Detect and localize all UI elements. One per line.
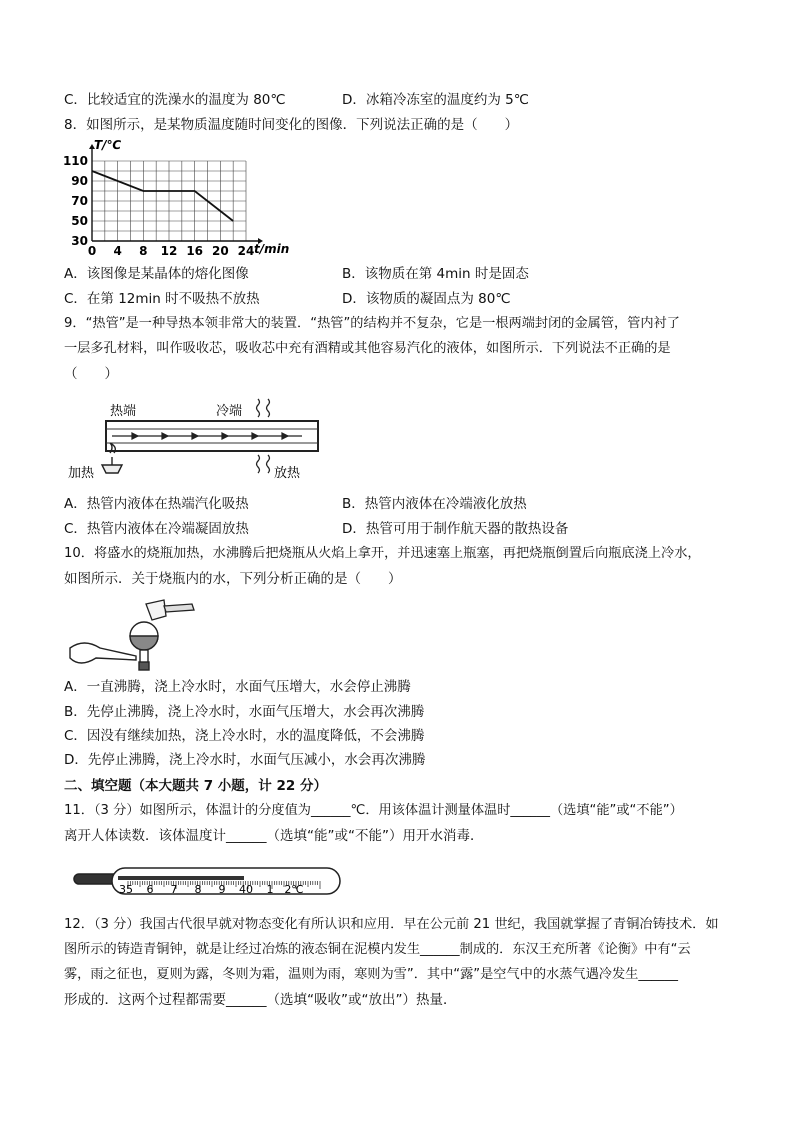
q10-stem-line2: 如图所示．关于烧瓶内的水，下列分析正确的是（ ）	[64, 571, 402, 587]
scale-label: 6	[146, 883, 154, 896]
chart-axes	[89, 144, 263, 244]
q11-thermometer-figure	[72, 864, 344, 900]
y-axis-label: T/℃	[94, 138, 122, 152]
holding-hand-icon	[70, 643, 136, 663]
q9-option-d: D．热管可用于制作航天器的散热设备	[342, 521, 569, 537]
x-tick-label: 12	[160, 244, 178, 258]
y-tick-label: 70	[71, 194, 88, 208]
fig-release-label: 放热	[274, 466, 301, 481]
inverted-flask-icon	[130, 622, 158, 670]
chart-tick-labels	[63, 138, 289, 258]
q7-option-d: D．冰箱冷冻室的温度约为 5℃	[342, 92, 529, 108]
y-tick-label: 50	[71, 214, 88, 228]
q8-option-d: D．该物质的凝固点为 80℃	[342, 291, 511, 307]
y-tick-label: 30	[71, 234, 88, 248]
q9-stem-line3: （ ）	[64, 366, 118, 382]
chart-series	[92, 171, 233, 221]
q9-option-c: C．热管内液体在冷端凝固放热	[64, 521, 249, 537]
scale-label: 8	[194, 883, 202, 896]
section2-title: 二、填空题（本大题共 7 小题，计 22 分）	[64, 778, 327, 794]
scale-label: 40	[239, 883, 253, 896]
chart-grid	[92, 161, 246, 241]
scale-label: 7	[170, 883, 178, 896]
x-tick-label: 20	[211, 244, 229, 258]
q9-heat-pipe-figure	[62, 393, 322, 493]
q9-option-a: A．热管内液体在热端汽化吸热	[64, 496, 249, 512]
q9-stem-line1: 9．“热管”是一种导热本领非常大的装置．“热管”的结构并不复杂，它是一根两端封闭的金属管，管内衬了	[64, 316, 680, 331]
q8-temperature-time-chart	[62, 138, 290, 258]
temperature-series-line	[92, 171, 233, 221]
scale-label: 35	[119, 883, 133, 896]
scale-label: 9	[218, 883, 226, 896]
x-axis-label: t/min	[254, 242, 290, 256]
q10-option-a: A．一直沸腾，浇上冷水时，水面气压增大，水会停止沸腾	[64, 679, 411, 695]
fig-heating-label: 加热	[68, 466, 95, 481]
q11-line1: 11．（3 分）如图所示，体温计的分度值为______℃．用该体温计测量体温时______（选填“能”或“不能”）	[64, 803, 683, 818]
fig-cold-end-label: 冷端	[216, 404, 243, 419]
scale-label: 1	[266, 883, 274, 896]
x-tick-label: 16	[186, 244, 204, 258]
x-tick-label: 4	[113, 244, 122, 258]
q8-option-a: A．该图像是某晶体的熔化图像	[64, 266, 249, 282]
q12-line1: 12．（3 分）我国古代很早就对物态变化有所认识和应用．早在公元前 21 世纪，我国就掌握了青铜冶铸技术．如	[64, 917, 719, 932]
q8-option-b: B．该物质在第 4min 时是固态	[342, 266, 529, 282]
q10-option-c: C．因没有继续加热，浇上冷水时，水的温度降低，不会沸腾	[64, 728, 425, 744]
q8-stem: 8．如图所示，是某物质温度随时间变化的图像．下列说法正确的是（ ）	[64, 117, 519, 133]
q7-option-c: C．比较适宜的洗澡水的温度为 80℃	[64, 92, 286, 108]
q10-option-b: B．先停止沸腾，浇上冷水时，水面气压增大，水会再次沸腾	[64, 704, 425, 720]
q9-option-b: B．热管内液体在冷端液化放热	[342, 496, 527, 512]
y-tick-label: 90	[71, 174, 88, 188]
q10-flask-figure	[66, 596, 206, 676]
x-tick-label: 24	[237, 244, 255, 258]
q10-option-d: D．先停止沸腾，浇上冷水时，水面气压减小，水会再次沸腾	[64, 752, 426, 768]
x-tick-label: 0	[87, 244, 97, 258]
q8-option-c: C．在第 12min 时不吸热不放热	[64, 291, 260, 307]
q9-stem-line2: 一层多孔材料，叫作吸收芯，吸收芯中充有酒精或其他容易汽化的液体，如图所示．下列说法不正确的是	[64, 341, 671, 356]
pouring-cup-icon	[146, 600, 194, 620]
q10-stem-line1: 10．将盛水的烧瓶加热，水沸腾后把烧瓶从火焰上拿开，并迅速塞上瓶塞，再把烧瓶倒置后向瓶底浇上冷水，	[64, 546, 701, 561]
q12-line2: 图所示的铸造青铜钟，就是让经过冶炼的液态铜在泥模内发生______制成的．东汉王充所著《论衡》中有“云	[64, 942, 691, 957]
q12-line4: 形成的．这两个过程都需要______（选填“吸收”或“放出”）热量．	[64, 992, 457, 1008]
q11-line2: 离开人体读数．该体温度计______（选填“能”或“不能”）用开水消毒．	[64, 828, 484, 844]
fig-hot-end-label: 热端	[110, 404, 137, 419]
scale-label: 2℃	[284, 883, 304, 896]
x-tick-label: 8	[139, 244, 148, 258]
y-tick-label: 110	[62, 154, 88, 168]
q12-line3: 雾，雨之征也，夏则为露，冬则为霜，温则为雨，寒则为雪”．其中“露”是空气中的水蒸气遇冷发生______	[64, 967, 678, 982]
